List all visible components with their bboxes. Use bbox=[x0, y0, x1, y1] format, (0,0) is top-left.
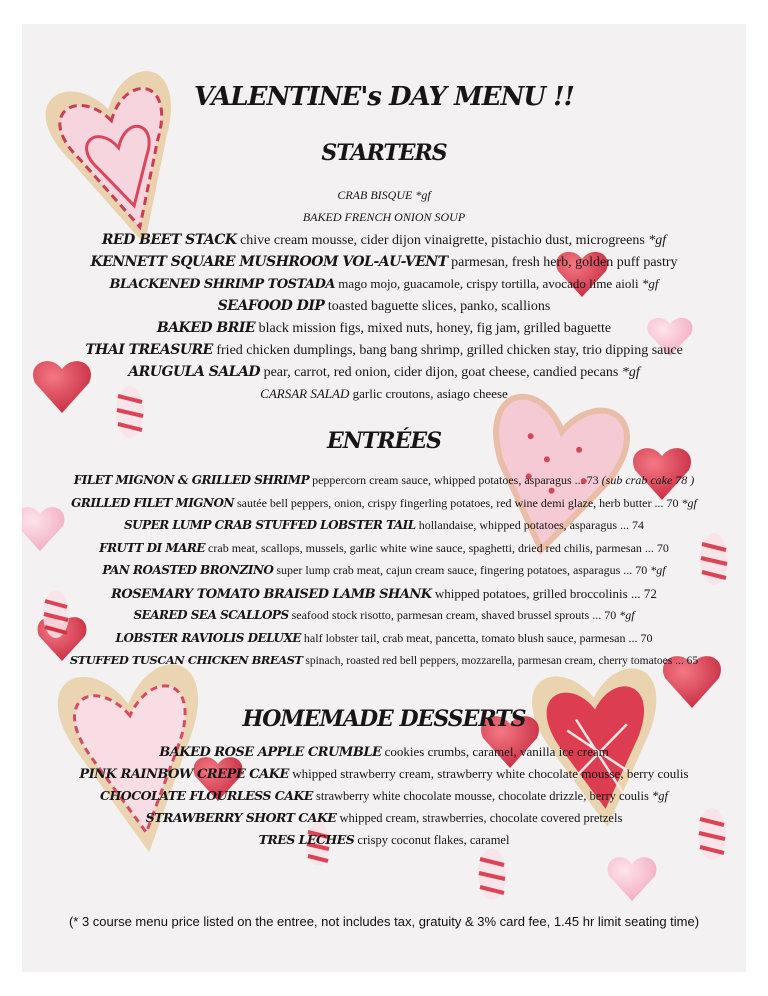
desserts-item bbox=[22, 766, 746, 782]
item-name: STRAWBERRY SHORT CAKE bbox=[145, 810, 337, 825]
entrees-item bbox=[22, 473, 746, 488]
menu-content bbox=[22, 24, 746, 972]
item-tag: *gf bbox=[644, 233, 667, 248]
starters-item bbox=[22, 320, 746, 337]
item-name: ROSEMARY TOMATO BRAISED LAMB SHANK bbox=[111, 586, 432, 602]
item-name: BLACKENED SHRIMP TOSTADA bbox=[109, 277, 335, 292]
item-name: ARUGULA SALAD bbox=[128, 364, 261, 380]
footer-note: (* 3 course menu price listed on the entree, not includes tax, gratuity & 3% card fee, 1.45 hr limit seating time) bbox=[68, 914, 700, 929]
item-name: CRAB BISQUE bbox=[337, 188, 413, 202]
item-description: sautée bell peppers, onion, crispy fingerling potatoes, red wine demi glaze, herb butter ... 70 bbox=[233, 495, 679, 510]
item-name: STUFFED TUSCAN CHICKEN BREAST bbox=[69, 653, 303, 667]
item-description: crispy coconut flakes, caramel bbox=[354, 833, 510, 847]
item-description: parmesan, fresh herb, golden puff pastry bbox=[447, 255, 678, 270]
item-name: PAN ROASTED BRONZINO bbox=[102, 563, 274, 577]
item-description: black mission figs, mixed nuts, honey, fig jam, grilled baguette bbox=[255, 321, 612, 336]
starters-item bbox=[22, 188, 746, 203]
desserts-item bbox=[22, 744, 746, 760]
item-description: super lump crab meat, cajun cream sauce, fingering potatoes, asparagus ... 70 bbox=[273, 563, 648, 577]
menu-sheet bbox=[22, 24, 746, 972]
item-name: SUPER LUMP CRAB STUFFED LOBSTER TAIL bbox=[123, 518, 416, 532]
entrees-item bbox=[22, 541, 746, 556]
item-name: BAKED ROSE APPLE CRUMBLE bbox=[159, 745, 382, 760]
item-description: chive cream mousse, cider dijon vinaigrette, pistachio dust, microgreens bbox=[236, 233, 645, 248]
entrees-item bbox=[22, 563, 746, 578]
entrees-item bbox=[22, 496, 746, 511]
item-name: TRES LECHES bbox=[258, 832, 355, 847]
item-description: whipped potatoes, grilled broccolinis ... 72 bbox=[431, 585, 657, 601]
desserts-item bbox=[22, 810, 746, 826]
item-name: SEARED SEA SCALLOPS bbox=[133, 608, 289, 622]
item-tag: *gf bbox=[648, 789, 668, 803]
item-description: mago mojo, guacamole, crispy tortilla, avocado lime aioli bbox=[334, 276, 639, 291]
desserts-item bbox=[22, 788, 746, 804]
item-description: seafood stock risotto, parmesan cream, shaved brussel sprouts ... 70 bbox=[288, 608, 617, 622]
starters-item bbox=[22, 298, 746, 315]
item-name: THAI TREASURE bbox=[85, 342, 213, 358]
item-tag: *gf bbox=[618, 365, 640, 380]
item-name: RED BEET STACK bbox=[101, 232, 237, 248]
starters-item bbox=[22, 232, 746, 249]
item-description: hollandaise, whipped potatoes, asparagus ... 74 bbox=[415, 518, 644, 532]
item-description: fried chicken dumplings, bang bang shrimp, grilled chicken stay, trio dipping sauce bbox=[212, 343, 683, 358]
item-tag: *gf bbox=[412, 188, 431, 202]
item-description: half lobster tail, crab meat, pancetta, tomato blush sauce, parmesan ... 70 bbox=[300, 630, 653, 645]
item-description: cookies crumbs, caramel, vanilla ice cream bbox=[381, 744, 609, 759]
starters-item bbox=[22, 364, 746, 381]
item-tag: *gf bbox=[638, 276, 659, 291]
item-tag: *gf bbox=[678, 495, 697, 510]
item-description: whipped strawberry cream, strawberry white chocolate mousse, berry coulis bbox=[288, 766, 689, 781]
item-description: pear, carrot, red onion, cider dijon, goat cheese, candied pecans bbox=[260, 365, 619, 380]
item-description: toasted baguette slices, panko, scallions bbox=[324, 299, 551, 314]
item-name: CHOCOLATE FLOURLESS CAKE bbox=[100, 788, 313, 803]
item-name: FRUTT DI MARE bbox=[99, 540, 206, 555]
item-tag: *gf bbox=[647, 563, 666, 577]
starters-item bbox=[22, 254, 746, 271]
item-tag: *gf bbox=[616, 608, 635, 622]
starters-item bbox=[22, 210, 746, 225]
desserts-item bbox=[22, 832, 746, 848]
starters-item bbox=[22, 342, 746, 359]
item-description: crab meat, scallops, mussels, garlic white wine sauce, spaghetti, dried red chilis, parmesan ... 70 bbox=[205, 540, 669, 555]
entrees-item bbox=[22, 518, 746, 533]
item-name: CARSAR SALAD bbox=[260, 386, 350, 401]
desserts-heading: HOMEMADE DESSERTS bbox=[242, 706, 526, 732]
item-description: garlic croutons, asiago cheese bbox=[349, 386, 508, 401]
item-name: PINK RAINBOW CREPE CAKE bbox=[79, 767, 289, 782]
entrees-item bbox=[22, 653, 746, 667]
item-name: GRILLED FILET MIGNON bbox=[71, 495, 234, 510]
item-tag: (sub crab cake 78 ) bbox=[598, 473, 695, 487]
item-name: BAKED FRENCH ONION SOUP bbox=[302, 210, 466, 224]
starters-heading: STARTERS bbox=[321, 140, 447, 166]
menu-title: VALENTINE's DAY MENU !! bbox=[194, 82, 574, 112]
item-name: SEAFOOD DIP bbox=[217, 298, 325, 314]
starters-item bbox=[22, 386, 746, 402]
starters-item bbox=[22, 276, 746, 292]
entrees-item bbox=[22, 586, 746, 602]
entrees-heading: ENTRÉES bbox=[327, 428, 441, 454]
item-description: strawberry white chocolate mousse, chocolate drizzle, berry coulis bbox=[312, 789, 649, 803]
item-name: BAKED BRIE bbox=[156, 320, 256, 336]
item-name: FILET MIGNON & GRILLED SHRIMP bbox=[73, 473, 310, 487]
item-description: peppercorn cream sauce, whipped potatoes, asparagus ... 73 bbox=[309, 473, 599, 487]
item-description: whipped cream, strawberries, chocolate covered pretzels bbox=[336, 811, 623, 825]
entrees-item bbox=[22, 608, 746, 623]
entrees-item bbox=[22, 631, 746, 646]
item-description: spinach, roasted red bell peppers, mozzarella, parmesan cream, cherry tomatoes ... 65 bbox=[302, 655, 699, 667]
item-name: LOBSTER RAVIOLIS DELUXE bbox=[115, 630, 301, 645]
item-name: KENNETT SQUARE MUSHROOM VOL-AU-VENT bbox=[90, 254, 448, 270]
